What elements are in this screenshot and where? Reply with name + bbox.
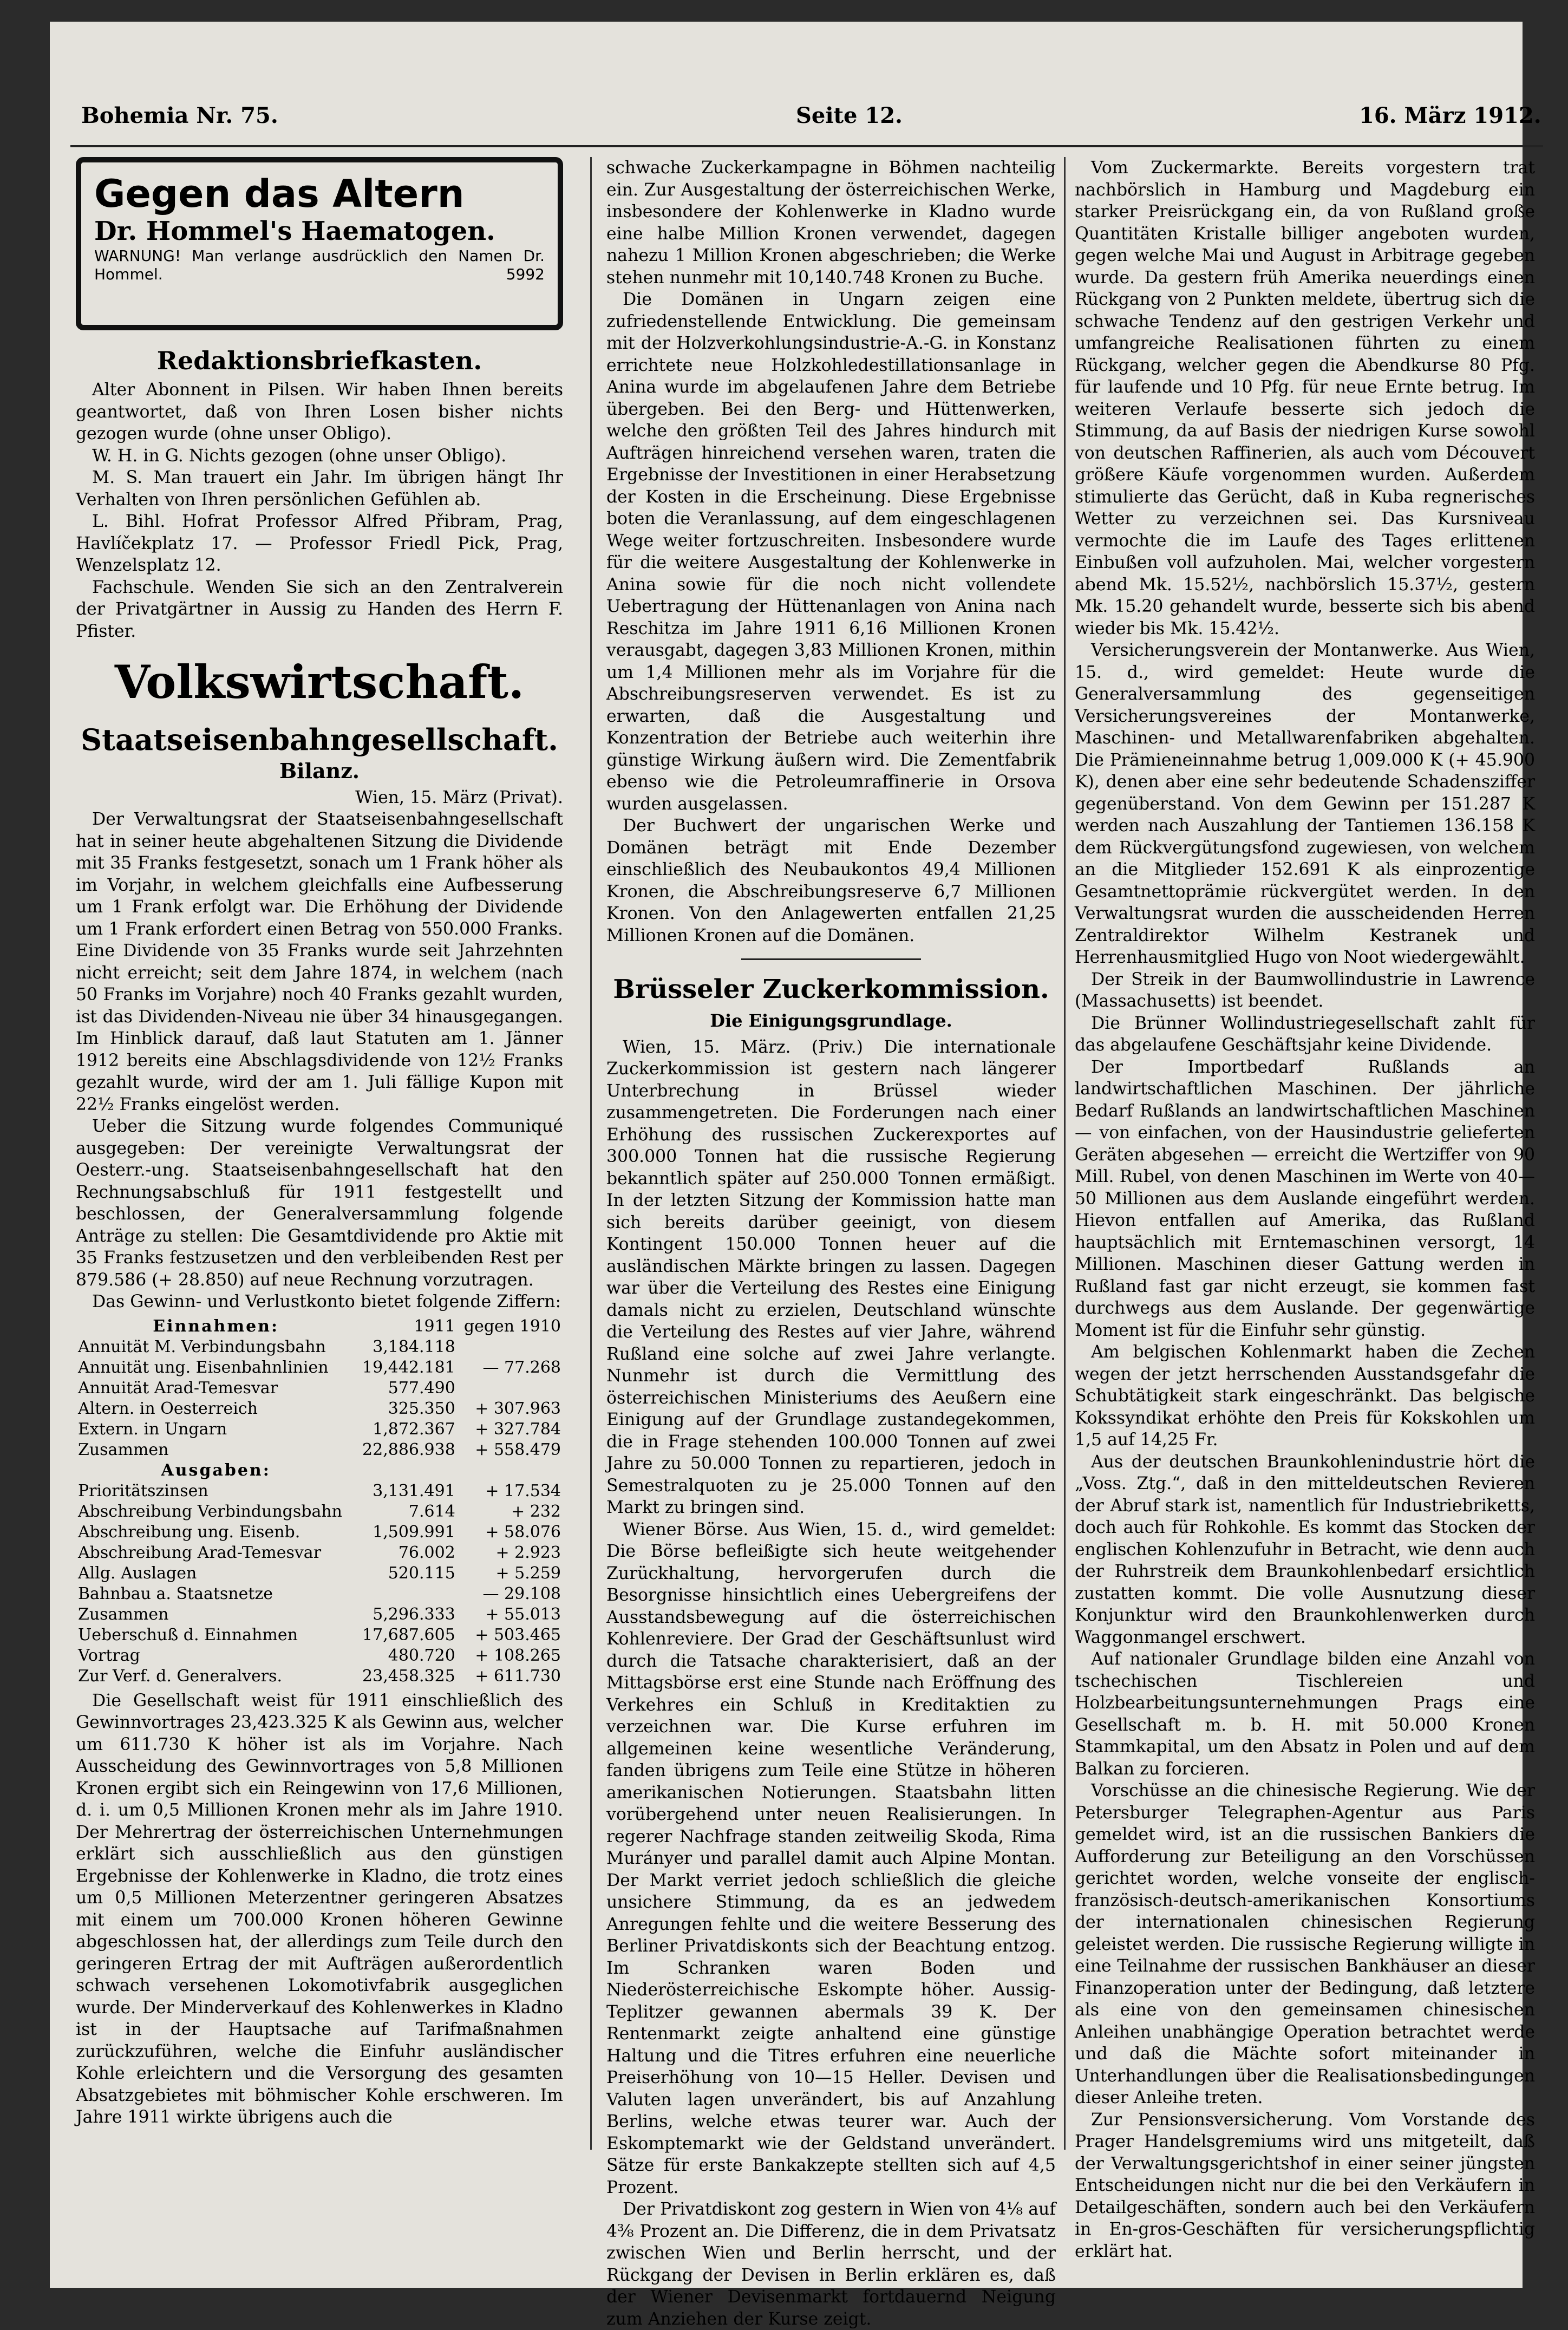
article-title: Brüsseler Zuckerkommission. [613,974,1049,1004]
article-subtitle: Bilanz. [279,759,360,783]
table-row [76,1625,563,1646]
table-row [76,1337,563,1357]
row-label: Vortrag [78,1646,140,1665]
diff-1910: + 2.923 [495,1543,561,1562]
diff-1910 [458,1337,563,1357]
financial-table [76,1316,563,1687]
diff-1910: — 77.268 [482,1357,561,1377]
article-subtitle: Die Einigungsgrundlage. [710,1010,952,1031]
dateline: Wien, 15. März (Privat). [355,787,563,807]
value-1911 [356,1584,458,1604]
table-row [76,1604,563,1625]
table-row [76,1646,563,1666]
value-1911: 23,458.325 [362,1666,455,1686]
row-label: Abschreibung Verbindungsbahn [78,1502,342,1521]
article-paragraph: Wien, 15. März. (Priv.) Die internationale Zuckerkommission ist gestern nach längerer Unterbrechung in Brüssel wieder zusammengetreten. Die Forderungen nach einer Erhöhung des russischen Zuckerexportes auf 300.000 Tonnen hat die russische Regierung bekanntlich später auf 250.000 Tonnen ermäßigt. In der letzten Sitzung der Kommission hatte man sich bereits darüber geeinigt, von diesem Kontingent 150.000 Tonnen heuer auf die ausländischen Märkte bringen zu lassen. Dagegen war über die Verteilung des Restes eine Einigung damals nicht zu erzielen, Deutschland wünschte die Verteilung des Restes auf vier Jahre, während Rußland eine solche auf zwei Jahre verlangte. Nunmehr ist durch die Vermittlung des österreichischen Ministeriums des Aeußern eine Einigung auf der Grundlage zustandegekommen, die in Frage stehenden 100.000 Tonnen auf zwei Jahre zu 50.000 Tonnen zu repartieren, jedoch in Semestralquoten zu je 25.000 Tonnen auf den Markt zu bringen sind. [606,1037,1056,1517]
table-row [76,1543,563,1563]
letter-item: W. H. in G. Nichts gezogen (ohne unser Obligo). [92,446,507,466]
diff-1910: + 17.534 [485,1481,561,1500]
article-paragraph: Das Gewinn- und Verlustkonto bietet folgende Ziffern: [92,1292,561,1311]
running-head [81,103,1549,141]
row-label: Annuität Arad-Temesvar [78,1378,278,1398]
news-item: Am belgischen Kohlenmarkt haben die Zechen wegen der jetzt herrschenden Ausstandsgefahr die Schubtätigkeit stark eingeschränkt. Das belgische Kokssyndikat erhöhte den Preis für Kokskohlen um 1,5 auf 14,25 Fr. [1075,1342,1535,1450]
row-label: Prioritätszinsen [78,1481,208,1500]
ad-warning: WARNUNG! Man verlange ausdrücklich den Namen Dr. Hommel. 5992 [94,247,545,283]
diff-1910: — 29.108 [482,1584,561,1603]
value-1911: 17,687.605 [362,1625,455,1644]
column-rule-1 [590,157,592,2150]
news-item: Vorschüsse an die chinesische Regierung. Wie der Petersburger Telegraphen-Agentur aus Paris gemeldet wird, ist an die russischen Bankiers die Aufforderung zur Beteiligung an den Vorschüssen gerichtet worden, welche vonseite der englisch-französisch-deutsch-amerikanischen Konsortiums der internationalen chinesischen Regierung geleistet werden. Die russische Regierung willigte in eine Teilnahme der russischen Bankhäuser an dieser Finanzoperation unter der Bedingung, daß letztere als eine von den gemeinsamen chinesischen Anleihen unabhängige Operation betrachtet werde und daß die Mächte sofort miteinander in Unterhandlungen über die Realisationsbedingungen dieser Anleihe treten. [1075,1781,1535,2107]
ad-title: Gegen das Altern [94,172,465,216]
article-paragraph: schwache Zuckerkampagne in Böhmen nachteilig ein. Zur Ausgestaltung der österreichischen Werke, insbesondere der Kohlenwerke in Kladno wurde eine halbe Million Kronen verwendet, dagegen nahezu 1 Million Kronen abgeschrieben; die Werke stehen nunmehr mit 10,140.748 Kronen zu Buche. [606,158,1056,288]
diff-1910: + 307.963 [475,1399,561,1418]
value-1911: 76.002 [398,1543,455,1562]
value-1911: 5,296.333 [373,1604,455,1624]
income-label: Einnahmen: [153,1316,279,1336]
diff-1910: + 5.259 [495,1563,561,1583]
value-1911: 3,131.491 [373,1481,455,1500]
row-label: Allg. Auslagen [78,1563,197,1583]
diff-1910: + 55.013 [485,1604,561,1624]
table-row [76,1481,563,1502]
diff-1910: + 558.479 [475,1440,561,1459]
news-item: Aus der deutschen Braunkohlenindustrie hört die „Voss. Ztg.“, daß in den mitteldeutschen Revieren der Abruf stark ist, namentlich für Industriebriketts, doch auch für Rohkohle. Es kommt das Stocken der englischen Kohlenzufuhr in Betracht, wie denn auch der Ruhrstreik dem Braunkohlenbedarf ersichtlich zustatten kommt. Die volle Ausnutzung dieser Konjunktur wird den Braunkohlenwerken durch Waggonmangel erschwert. [1075,1452,1535,1647]
news-item: Vom Zuckermarkte. Bereits vorgestern trat nachbörslich in Hamburg und Magdeburg ein starker Preisrückgang ein, da von Rußland große Quantitäten Kristalle billiger angeboten wurden, gegen welche Mai und August in Arbitrage gegeben wurde. Da gestern früh Amerika neuerdings einen Rückgang von 2 Punkten meldete, übertrug sich die schwache Tendenz auf den gestrigen Verkehr und umfangreiche Realisationen führten zu einem Rückgang, welcher gegen die Abendkurse 80 Pfg. für laufende und 10 Pfg. für neue Ernte betrug. Im weiteren Verlaufe besserte sich jedoch die Stimmung, da auf Basis der niedrigen Kurse sowohl von deutschen Raffinerien, als auch vom Découvert größere Käufe vorgenommen wurden. Außerdem stimulierte das Gerücht, daß in Kuba regnerisches Wetter zu verzeichnen sei. Das Kursniveau vermochte die im Laufe des Tages erlittenen Einbußen voll aufzuholen. Mai, welcher vorgestern abend Mk. 15.52½, nachbörslich 15.37½, gestern Mk. 15.20 gehandelt wurde, besserte sich bis abend wieder bis Mk. 15.42½. [1075,158,1535,638]
article-paragraph: Die Domänen in Ungarn zeigen eine zufriedenstellende Entwicklung. Die gemeinsam mit der Holzverkohlungsindustrie-A.-G. in Konstanz errichtete neue Holzkohledestillationsanlage in Anina wurde im abgelaufenen Jahre dem Betriebe übergeben. Bei den Berg- und Hüttenwerken, welche den größten Teil des Jahres hindurch mit Aufträgen hinreichend versehen waren, traten die Ergebnisse der Investitionen in einer Herabsetzung der Kosten in die Erscheinung. Diese Ergebnisse boten die Veranlassung, auf dem eingeschlagenen Wege weiter fortzuschreiten. Insbesondere wurde für die weitere Ausgestaltung der Kohlenwerke in Anina sowie für die noch nicht vollendete Uebertragung der Hüttenanlagen von Anina nach Reschitza im Jahre 1911 6,16 Millionen Kronen verausgabt, dagegen 3,83 Millionen Kronen, mithin um 1,4 Millionen mehr als im Vorjahre für die Abschreibungsreserven verwendet. Es ist zu erwarten, daß die Ausgestaltung und Konzentration der Betriebe auch weiterhin ihre günstige Wirkung äußern wird. Die Zementfabrik ebenso wie die Petroleumraffinerie in Orsova wurden ausgelassen. [606,290,1056,814]
table-row [76,1419,563,1440]
issue-date: 16. März 1912. [1359,103,1541,128]
row-label: Zusammen [78,1440,169,1459]
column-2 [606,157,1056,2330]
table-row [76,1357,563,1378]
row-label: Annuität ung. Eisenbahnlinien [78,1357,329,1377]
diff-1910: + 327.784 [475,1419,561,1439]
value-1911: 577.490 [388,1378,455,1398]
row-label: Annuität M. Verbindungsbahn [78,1337,326,1356]
table-row [76,1378,563,1399]
row-label: Extern. in Ungarn [78,1419,227,1439]
value-1911: 19,442.181 [362,1357,455,1377]
article-paragraph: Der Privatdiskont zog gestern in Wien von 4⅛ auf 4⅜ Prozent an. Die Differenz, die in dem Privatsatz zwischen Wien und Berlin herrscht, und der Rückgang der Devisen in Berlin erklären es, daß der Wiener Devisenmarkt fortdauernd Neigung zum Anziehen der Kurse zeigt. [606,2200,1056,2329]
value-1911: 520.115 [388,1563,455,1583]
col-1911: 1911 [414,1316,455,1336]
diff-1910: + 58.076 [485,1522,561,1542]
article-paragraph: Der Buchwert der ungarischen Werke und Domänen beträgt mit Ende Dezember einschließlich des Neubaukontos 49,4 Millionen Kronen, die Abschreibungsreserve 6,7 Millionen Kronen. Von den Anlagewerten entfallen 21,25 Millionen Kronen auf die Domänen. [606,816,1056,945]
paper-issue: Bohemia Nr. 75. [81,103,278,128]
value-1911: 3,184.118 [373,1337,455,1356]
table-row [76,1666,563,1687]
value-1911: 22,886.938 [362,1440,455,1459]
table-row [76,1563,563,1584]
value-1911: 1,509.991 [373,1522,455,1542]
article-paragraph: Ueber die Sitzung wurde folgendes Communiqué ausgegeben: Der vereinigte Verwaltungsrat der Oesterr.-ung. Staatseisenbahngesellschaft hat den Rechnungsabschluß für 1911 festgestellt und beschlossen, der Generalversammlung folgende Anträge zu stellen: Die Gesamtdividende pro Aktie mit 35 Franks festzusetzen und den verbleibenden Rest per 879.586 (+ 28.850) auf neue Rechnung vorzutragen. [76,1117,563,1290]
table-row [76,1399,563,1419]
diff-1910: + 232 [511,1502,561,1521]
row-label: Zur Verf. d. Generalvers. [78,1666,283,1686]
expenses-label: Ausgaben: [161,1460,271,1480]
news-item: Zur Pensionsversicherung. Vom Vorstande des Prager Handelsgremiums wird uns mitgeteilt, daß der Verwaltungsgerichtshof in einer seiner jüngsten Entscheidungen nicht nur die bei den Verkäufern in Detailgeschäften, sondern auch bei den Verkäufern in En-gros-Geschäften für versicherungspflichtig erklärt hat. [1075,2110,1535,2261]
value-1911: 7.614 [408,1502,455,1521]
diff-1910: + 611.730 [475,1666,561,1686]
table-row [76,1502,563,1522]
row-label: Altern. in Oesterreich [78,1399,258,1418]
news-item: Der Importbedarf Rußlands an landwirtschaftlichen Maschinen. Der jährliche Bedarf Rußlands an landwirtschaftlichen Maschinen — von einfachen, von der Hausindustrie gelieferten Geräten abgesehen — erreicht die Wertziffer von 90 Mill. Rubel, von denen Maschinen im Werte von 40—50 Millionen aus dem Auslande eingeführt werden. Hievon entfallen auf Amerika, das Rußland hauptsächlich mit Erntemaschinen versorgt, 14 Millionen. Maschinen dieser Gattung werden in Rußland fast gar nicht erzeugt, sie kommen fast durchwegs aus dem Auslande. Der gegenwärtige Moment ist für die Einfuhr sehr günstig. [1075,1057,1535,1340]
article-title: Staatseisenbahngesellschaft. [81,722,558,757]
advertisement [76,157,563,330]
page-number: Seite 12. [796,103,903,128]
header-rule [70,145,1543,147]
column-rule-2 [1064,157,1066,2150]
ad-code: 5992 [506,265,545,283]
section-heading: Volkswirtschaft. [114,655,525,709]
row-label: Abschreibung ung. Eisenb. [78,1522,300,1542]
column-1 [76,157,563,2129]
row-label: Bahnbau a. Staatsnetze [78,1584,273,1603]
article-paragraph: Wiener Börse. Aus Wien, 15. d., wird gemeldet: Die Börse befleißigte sich heute weitgehender Zurückhaltung, hervorgerufen durch die Besorgnisse hinsichtlich eines Uebergreifens der Ausstandsbewegung auf die österreichischen Kohlenreviere. Der Grad der Geschäftsunlust wird durch die Tatsache charakterisiert, daß an der Mittagsbörse erst eine Stunde nach Eröffnung des Verkehres ein Schluß in Kreditaktien zu verzeichnen war. Die Kurse erfuhren im allgemeinen keine wesentliche Veränderung, fanden übrigens zum Teile eine Stütze in höheren amerikanischen Notierungen. Staatsbahn litten vorübergehend unter neuen Realisierungen. In regerer Nachfrage standen zeitweilig Skoda, Rima Murányer und parallel damit auch Alpine Montan. Der Markt verriet jedoch schließlich die gleiche unsichere Stimmung, da es an jedwedem Anregungen fehlte und die weitere Besserung des Berliner Privatdiskonts sich der Beachtung entzog. Im Schranken waren Boden und Niederösterreichische Eskompte höher. Aussig-Teplitzer gewannen abermals 39 K. Der Rentenmarkt zeigte anhaltend eine günstige Haltung und die Titres erfuhren eine neuerliche Preiserhöhung von 10—15 Heller. Devisen und Valuten lagen unverändert, bis auf Anzahlung Berlins, welche etwas teurer war. Auch der Eskomptemarkt wie der Geldstand unverändert. Sätze für erste Bankakzepte stellten sich auf 4,5 Prozent. [606,1519,1056,2197]
col-1910: gegen 1910 [463,1316,561,1336]
column-3 [1075,157,1535,2262]
news-item: Auf nationaler Grundlage bilden eine Anzahl von tschechischen Tischlereien und Holzbearbeitungsunternehmungen Prags eine Gesellschaft m. b. H. mit 50.000 Kronen Stammkapital, um den Absatz in Polen und auf dem Balkan zu forcieren. [1075,1649,1535,1779]
news-item: Der Streik in der Baumwollindustrie in Lawrence (Massachusetts) ist beendet. [1075,969,1535,1011]
value-1911: 1,872.367 [373,1419,455,1439]
separator [741,958,921,960]
letter-item: Fachschule. Wenden Sie sich an den Zentralverein der Privatgärtner in Aussig zu Handen des Herrn F. Pfister. [76,577,563,641]
table-row [76,1522,563,1543]
row-label: Abschreibung Arad-Temesvar [78,1543,322,1562]
row-label: Zusammen [78,1604,169,1624]
news-item: Die Brünner Wollindustriegesellschaft zahlt für das abgelaufene Geschäftsjahr keine Dividende. [1075,1013,1535,1055]
diff-1910 [458,1378,563,1399]
value-1911: 480.720 [388,1646,455,1665]
ad-product: Dr. Hommel's Haematogen. [94,216,495,246]
news-item: Versicherungsverein der Montanwerke. Aus Wien, 15. d., wird gemeldet: Heute wurde die Generalversammlung des gegenseitigen Versicherungsvereines der Montanwerke, Maschinen- und Metallwarenfabriken abgehalten. Die Prämieneinnahme betrug 1,009.000 K (+ 45.900 K), denen aber eine sehr bedeutende Schadensziffer gegenüberstand. Von dem Gewinn per 151.287 K werden nach Auszahlung der Tantiemen 136.158 K dem Rückvergütungsfond zugewiesen, von welchem an die Mitglieder 152.691 K als einprozentige Gesamtnettoprämie rückvergütet werden. In den Verwaltungsrat wurden die ausscheidenden Herren Zentraldirektor Wilhelm Kestranek und Herrenhausmitglied Hugo von Noot wiedergewählt. [1075,641,1535,967]
letter-item: M. S. Man trauert ein Jahr. Im übrigen hängt Ihr Verhalten von Ihren persönlichen Gefühlen ab. [76,468,563,510]
article-paragraph: Der Verwaltungsrat der Staatseisenbahngesellschaft hat in seiner heute abgehaltenen Sitzung die Dividende mit 35 Franks festgesetzt, sonach um 1 Frank höher als im Vorjahr, in welchem gleichfalls eine Aufbesserung um 1 Frank erfolgt war. Die Erhöhung der Dividende um 1 Frank erfordert einen Betrag von 550.000 Franks. Eine Dividende von 35 Franks wurde seit Jahrzehnten nicht erreicht; seit dem Jahre 1874, in welchem (nach 50 Franks im Vorjahre) noch 40 Franks gezahlt wurden, ist das Dividenden-Niveau nie über 34 hinausgegangen. Im Hinblick darauf, daß laut Statuten am 1. Jänner 1912 bereits eine Abschlagsdividende von 12½ Franks gezahlt wurde, wird der am 1. Juli fällige Kupon mit 22½ Franks eingelöst werden. [76,810,563,1114]
value-1911: 325.350 [388,1399,455,1418]
table-row [76,1584,563,1604]
letter-item: L. Bihl. Hofrat Professor Alfred Přibram, Prag, Havlíčekplatz 17. — Professor Friedl Pick, Prag, Wenzelsplatz 12. [76,512,563,575]
letters-heading: Redaktionsbriefkasten. [156,346,482,375]
letter-item: Alter Abonnent in Pilsen. Wir haben Ihnen bereits geantwortet, daß von Ihren Losen bisher nichts gezogen wurde (ohne unser Obligo). [76,380,563,443]
diff-1910: + 503.465 [475,1625,561,1644]
article-paragraph: Die Gesellschaft weist für 1911 einschließlich des Gewinnvortrages 23,423.325 K als Gewinn aus, welcher um 611.730 K höher ist als im Vorjahre. Nach Ausscheidung des Gewinnvortrages von 5,8 Millionen Kronen ergibt sich ein Reingewinn von 17,6 Millionen, d. i. um 0,5 Millionen Kronen mehr als im Jahre 1910. Der Mehrertrag der österreichischen Unternehmungen erklärt sich ausschließlich aus den günstigen Ergebnisse der Kohlenwerke in Kladno, die trotz eines um 0,5 Millionen Meterzentner geringeren Absatzes mit einem um 700.000 Kronen höheren Gewinne abgeschlossen hat, der allerdings zum Teile durch den geringeren Ertrag der mit Aufträgen außerordentlich schwach versehenen Lokomotivfabrik ausgeglichen wurde. Der Minderverkauf des Kohlenwerkes in Kladno ist in der Hauptsache auf Tarifmaßnahmen zurückzuführen, welche die Einfuhr ausländischer Kohle erleichtern und die Versorgung des gesamten Absatzgebietes mit böhmischer Kohle erschweren. Im Jahre 1911 wirkte übrigens auch die [76,1691,563,2127]
row-label: Ueberschuß d. Einnahmen [78,1625,298,1644]
diff-1910: + 108.265 [475,1646,561,1665]
table-row [76,1440,563,1460]
